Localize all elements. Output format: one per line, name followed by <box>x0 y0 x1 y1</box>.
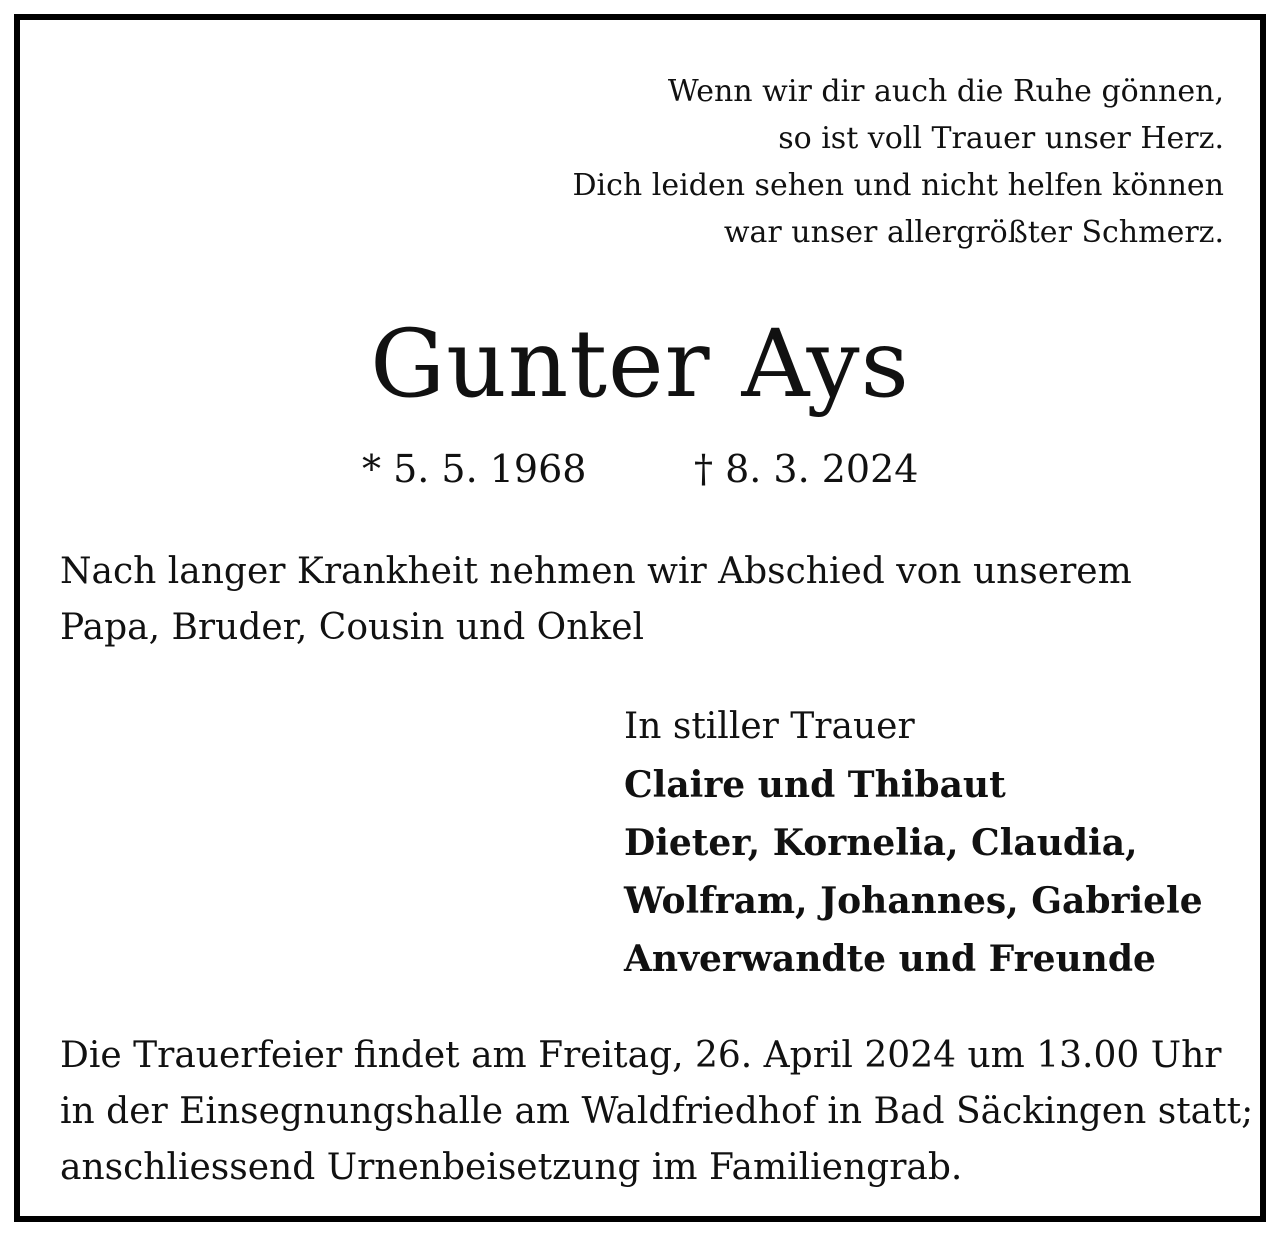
birth-date: * 5. 5. 1968 <box>362 447 587 491</box>
mourner-names-line: Claire und Thibaut <box>624 764 1006 806</box>
service-line: anschliessend Urnenbeisetzung im Familiengrab. <box>60 1147 963 1188</box>
obituary-frame <box>14 14 1266 1222</box>
mourner-names-line: Anverwandte und Freunde <box>624 938 1156 980</box>
poem-line: Dich leiden sehen und nicht helfen können <box>572 168 1224 203</box>
memorial-poem <box>572 68 1224 256</box>
funeral-service-info <box>60 1028 1254 1196</box>
mourners-block <box>624 698 1203 988</box>
service-line: in der Einsegnungshalle am Waldfriedhof in Bad Säckingen statt; <box>60 1091 1254 1132</box>
deceased-name: Gunter Ays <box>370 310 910 419</box>
mourner-names-line: Wolfram, Johannes, Gabriele <box>624 880 1203 922</box>
farewell-text: Nach langer Krankheit nehmen wir Abschied von unserem Papa, Bruder, Cousin und Onkel <box>60 551 1132 648</box>
mourners-intro: In stiller Trauer <box>624 706 915 747</box>
service-line: Die Trauerfeier findet am Freitag, 26. April 2024 um 13.00 Uhr <box>60 1035 1222 1076</box>
poem-line: war unser allergrößter Schmerz. <box>723 215 1224 250</box>
mourner-names-line: Dieter, Kornelia, Claudia, <box>624 822 1138 864</box>
poem-line: Wenn wir dir auch die Ruhe gönnen, <box>667 74 1224 109</box>
poem-line: so ist voll Trauer unser Herz. <box>778 121 1224 156</box>
death-date: † 8. 3. 2024 <box>694 447 919 491</box>
